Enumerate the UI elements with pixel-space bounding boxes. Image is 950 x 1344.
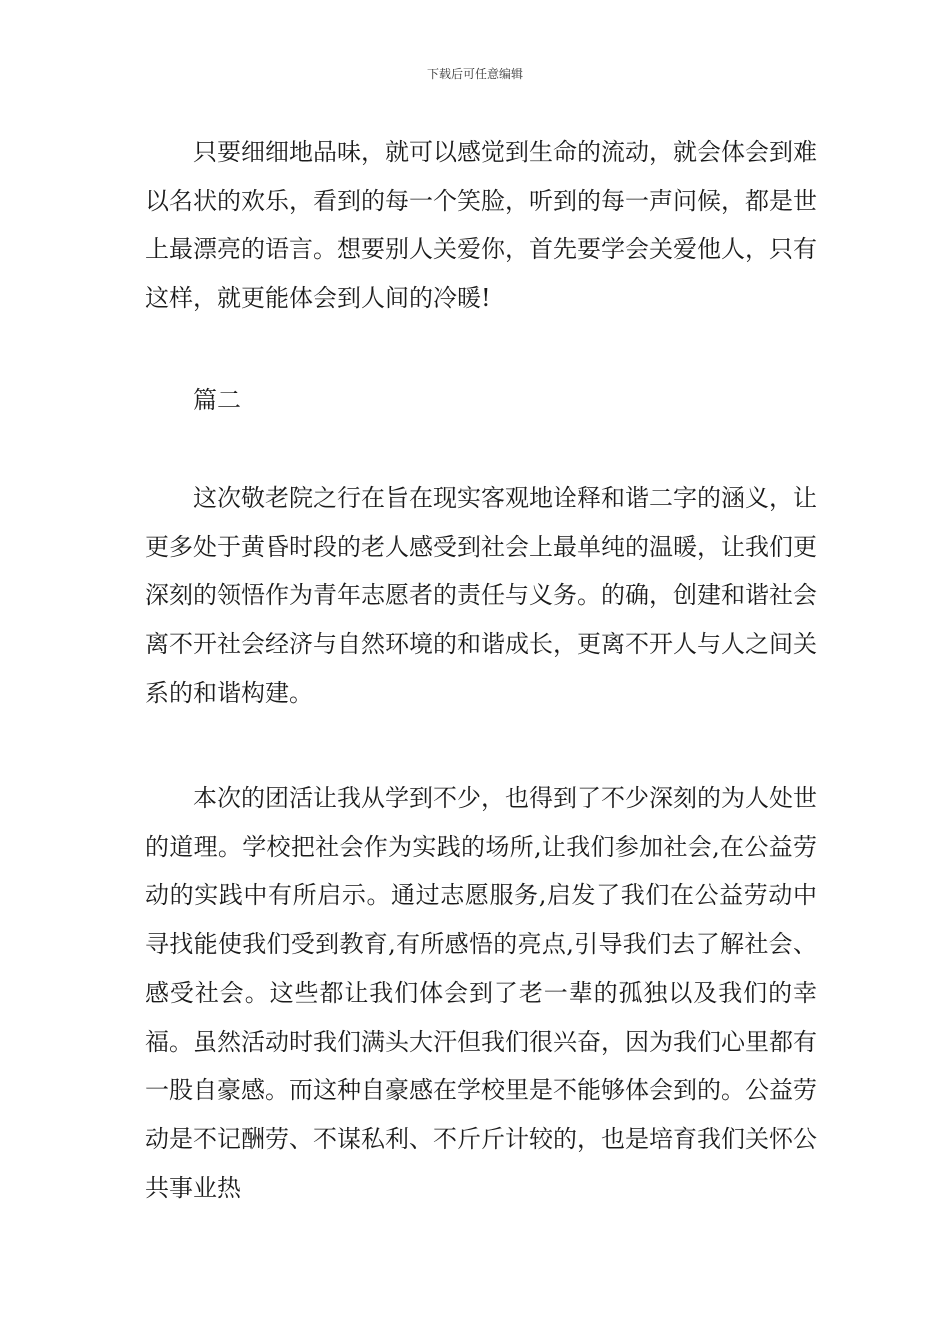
body-paragraph-1: 只要细细地品味，就可以感觉到生命的流动，就会体会到难以名状的欢乐，看到的每一个笑脸，听到的每一声问候，都是世上最漂亮的语言。想要别人关爱你，首先要学会关爱他人，只有这样，就更能体会到人间的冷暖! <box>145 138 817 313</box>
section-heading: 篇二 <box>193 386 241 414</box>
body-paragraph-3: 本次的团活让我从学到不少，也得到了不少深刻的为人处世的道理。学校把社会作为实践的场所,让我们参加社会,在公益劳动的实践中有所启示。通过志愿服务,启发了我们在公益劳动中寻找能使我们受到教育,有所感悟的亮点,引导我们去了解社会、感受社会。这些都让我们体会到了老一辈的孤独以及我们的幸福。虽然活动时我们满头大汗但我们很兴奋，因为我们心里都有一股自豪感。而这种自豪感在学校里是不能够体会到的。公益劳动是不记酬劳、不谋私利、不斤斤计较的，也是培育我们关怀公共事业热 <box>145 784 817 1202</box>
page-header-note: 下载后可任意编辑 <box>426 67 523 81</box>
body-paragraph-2: 这次敬老院之行在旨在现实客观地诠释和谐二字的涵义，让更多处于黄昏时段的老人感受到社会上最单纯的温暖，让我们更深刻的领悟作为青年志愿者的责任与义务。的确，创建和谐社会离不开社会经济与自然环境的和谐成长，更离不开人与人之间关系的和谐构建。 <box>145 484 817 707</box>
